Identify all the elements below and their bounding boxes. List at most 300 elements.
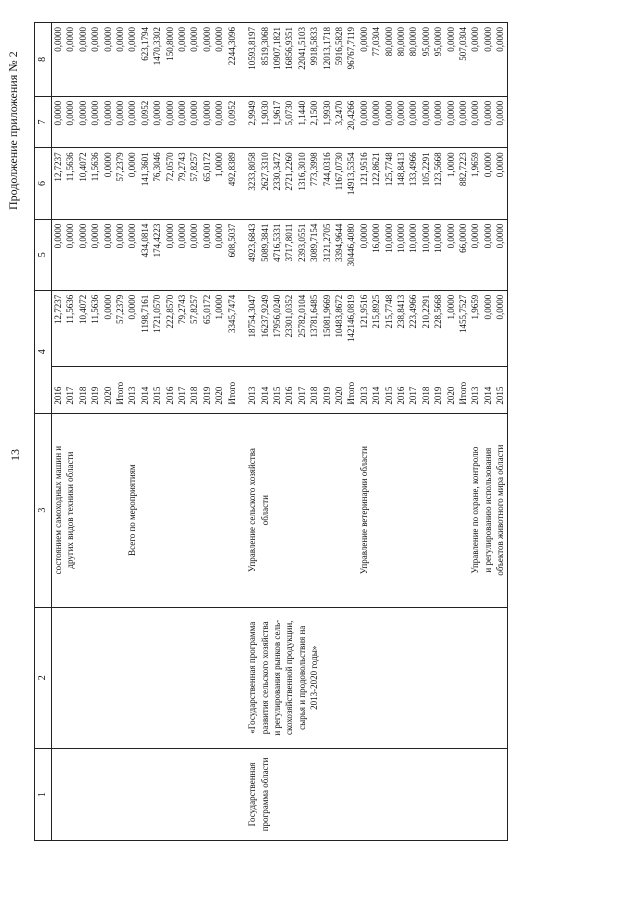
appendix-title: Продолжение приложения № 2 xyxy=(6,51,20,210)
extrabudgetary-cell: 0,0000 xyxy=(482,23,494,97)
year-cell: Итого xyxy=(226,366,238,413)
local-budget-cell: 0,0000 xyxy=(358,96,370,148)
local-budget-cell: 1,9930 xyxy=(321,96,333,148)
total-cell: 0,0000 xyxy=(482,290,494,366)
executor-cell xyxy=(238,413,246,607)
executor-cell xyxy=(445,413,457,607)
local-budget-cell: 1,9030 xyxy=(259,96,271,148)
total-cell: 142146,0819 xyxy=(345,290,357,366)
total-cell: 25782,0104 xyxy=(296,290,308,366)
regional-budget-cell: 65,0172 xyxy=(201,148,213,219)
table-row xyxy=(432,23,444,841)
year-cell: 2015 xyxy=(271,366,283,413)
year-cell: 2020 xyxy=(333,366,345,413)
year-cell: Итого xyxy=(114,366,126,413)
total-cell: 1198,7161 xyxy=(139,290,151,366)
total-cell: 10,4072 xyxy=(77,290,89,366)
table-body xyxy=(52,23,508,841)
regional-budget-cell: 1167,0730 xyxy=(333,148,345,219)
program-name-cell xyxy=(226,607,238,748)
extrabudgetary-cell: 80,0000 xyxy=(395,23,407,97)
total-cell: 222,8570 xyxy=(164,290,176,366)
regional-budget-cell: 57,2379 xyxy=(114,148,126,219)
federal-budget-cell: 0,0000 xyxy=(469,219,481,290)
extrabudgetary-cell: 0,0000 xyxy=(358,23,370,97)
program-cell xyxy=(494,748,507,840)
regional-budget-cell: 105,2291 xyxy=(420,148,432,219)
regional-budget-cell: 125,7748 xyxy=(383,148,395,219)
extrabudgetary-cell xyxy=(238,23,246,97)
table-row xyxy=(176,23,188,841)
total-cell: 1,9659 xyxy=(469,290,481,366)
spacer-row xyxy=(238,23,246,841)
executor-cell xyxy=(114,413,126,607)
program-cell xyxy=(358,748,370,840)
federal-budget-cell: 0,0000 xyxy=(494,219,507,290)
extrabudgetary-cell: 96767,7119 xyxy=(345,23,357,97)
extrabudgetary-cell: 507,0304 xyxy=(457,23,469,97)
program-cell xyxy=(89,748,101,840)
table-row xyxy=(151,23,163,841)
program-name-cell xyxy=(213,607,225,748)
program-cell xyxy=(64,748,76,840)
total-cell: 12,7237 xyxy=(52,290,65,366)
extrabudgetary-cell: 16856,9351 xyxy=(283,23,295,97)
executor-cell xyxy=(383,413,395,607)
program-cell xyxy=(308,748,320,840)
executor-cell xyxy=(226,413,238,607)
program-cell xyxy=(52,748,65,840)
year-cell: 2020 xyxy=(445,366,457,413)
executor-cell xyxy=(321,413,333,607)
program-cell xyxy=(114,748,126,840)
table-row xyxy=(126,23,138,841)
total-cell: 1,0000 xyxy=(213,290,225,366)
regional-budget-cell: 11,5636 xyxy=(89,148,101,219)
total-cell: 121,9516 xyxy=(358,290,370,366)
federal-budget-cell: 174,4223 xyxy=(151,219,163,290)
federal-budget-cell: 2393,0551 xyxy=(296,219,308,290)
total-cell: 0,0000 xyxy=(126,290,138,366)
executor-cell: области xyxy=(259,413,271,607)
regional-budget-cell: 1316,3010 xyxy=(296,148,308,219)
total-cell: 1721,0570 xyxy=(151,290,163,366)
column-header: 1 xyxy=(35,748,52,840)
table-row xyxy=(64,23,76,841)
year-cell: 2018 xyxy=(77,366,89,413)
extrabudgetary-cell: 22041,5103 xyxy=(296,23,308,97)
federal-budget-cell: 0,0000 xyxy=(213,219,225,290)
program-cell xyxy=(164,748,176,840)
program-name-cell xyxy=(321,607,333,748)
program-name-cell xyxy=(77,607,89,748)
program-cell xyxy=(126,748,138,840)
regional-budget-cell: 1,0000 xyxy=(213,148,225,219)
table-row xyxy=(383,23,395,841)
program-cell xyxy=(139,748,151,840)
executor-cell xyxy=(296,413,308,607)
regional-budget-cell: 121,9516 xyxy=(358,148,370,219)
regional-budget-cell: 11,5636 xyxy=(64,148,76,219)
local-budget-cell: 0,0000 xyxy=(201,96,213,148)
program-cell xyxy=(333,748,345,840)
regional-budget-cell: 744,0316 xyxy=(321,148,333,219)
year-cell: 2015 xyxy=(494,366,507,413)
executor-cell xyxy=(345,413,357,607)
federal-budget-cell: 10,0000 xyxy=(407,219,419,290)
extrabudgetary-cell: 2244,3096 xyxy=(226,23,238,97)
table-row xyxy=(246,23,258,841)
local-budget-cell: 0,0000 xyxy=(432,96,444,148)
table-row xyxy=(102,23,114,841)
extrabudgetary-cell: 0,0000 xyxy=(176,23,188,97)
year-cell: Итого xyxy=(345,366,357,413)
federal-budget-cell: 0,0000 xyxy=(64,219,76,290)
federal-budget-cell: 66,0000 xyxy=(457,219,469,290)
table-row xyxy=(407,23,419,841)
federal-budget-cell xyxy=(238,219,246,290)
regional-budget-cell: 2721,2260 xyxy=(283,148,295,219)
federal-budget-cell: 10,0000 xyxy=(432,219,444,290)
extrabudgetary-cell: 95,0000 xyxy=(420,23,432,97)
table-row xyxy=(271,23,283,841)
program-name-cell xyxy=(494,607,507,748)
federal-budget-cell: 0,0000 xyxy=(77,219,89,290)
total-cell: 16237,9249 xyxy=(259,290,271,366)
year-cell: 2016 xyxy=(164,366,176,413)
year-cell: 2014 xyxy=(370,366,382,413)
year-cell: 2014 xyxy=(139,366,151,413)
year-cell: 2015 xyxy=(383,366,395,413)
local-budget-cell: 0,0000 xyxy=(114,96,126,148)
executor-cell: Управление сельского хозяйства xyxy=(246,413,258,607)
federal-budget-cell: 16,0000 xyxy=(370,219,382,290)
program-name-cell xyxy=(238,607,246,748)
federal-budget-cell: 0,0000 xyxy=(164,219,176,290)
program-name-cell xyxy=(102,607,114,748)
local-budget-cell: 2,9949 xyxy=(246,96,258,148)
program-name-cell xyxy=(482,607,494,748)
extrabudgetary-cell: 80,0000 xyxy=(407,23,419,97)
regional-budget-cell: 79,2743 xyxy=(176,148,188,219)
year-cell: 2018 xyxy=(188,366,200,413)
federal-budget-cell: 3394,9644 xyxy=(333,219,345,290)
extrabudgetary-cell: 80,0000 xyxy=(383,23,395,97)
executor-cell xyxy=(213,413,225,607)
total-cell xyxy=(238,290,246,366)
program-name-cell: развития сельского хозяйства xyxy=(259,607,271,748)
regional-budget-cell: 122,8621 xyxy=(370,148,382,219)
total-cell: 18754,3047 xyxy=(246,290,258,366)
program-cell xyxy=(482,748,494,840)
program-name-cell xyxy=(52,607,65,748)
program-name-cell xyxy=(383,607,395,748)
table-row xyxy=(283,23,295,841)
local-budget-cell: 0,0000 xyxy=(395,96,407,148)
table-row xyxy=(482,23,494,841)
extrabudgetary-cell: 0,0000 xyxy=(213,23,225,97)
local-budget-cell: 0,0000 xyxy=(102,96,114,148)
program-cell xyxy=(469,748,481,840)
table-row xyxy=(201,23,213,841)
local-budget-cell: 0,0952 xyxy=(226,96,238,148)
program-name-cell xyxy=(188,607,200,748)
table-row xyxy=(139,23,151,841)
extrabudgetary-cell: 0,0000 xyxy=(89,23,101,97)
table-row xyxy=(296,23,308,841)
program-name-cell: скохозяйственной продукции, xyxy=(283,607,295,748)
year-cell: 2014 xyxy=(482,366,494,413)
executor-cell xyxy=(283,413,295,607)
year-cell: 2020 xyxy=(102,366,114,413)
column-header: 2 xyxy=(35,607,52,748)
extrabudgetary-cell: 0,0000 xyxy=(494,23,507,97)
local-budget-cell: 0,0952 xyxy=(139,96,151,148)
table-row xyxy=(370,23,382,841)
executor-cell xyxy=(151,413,163,607)
table-row xyxy=(395,23,407,841)
table-row xyxy=(321,23,333,841)
program-name-cell: «Государственная программа xyxy=(246,607,258,748)
table-row xyxy=(114,23,126,841)
federal-budget-cell: 0,0000 xyxy=(445,219,457,290)
local-budget-cell: 0,0000 xyxy=(482,96,494,148)
column-header: 8 xyxy=(35,23,52,97)
total-cell: 11,5636 xyxy=(64,290,76,366)
column-header: 4 xyxy=(35,290,52,413)
program-name-cell xyxy=(89,607,101,748)
federal-budget-cell: 0,0000 xyxy=(126,219,138,290)
executor-cell xyxy=(333,413,345,607)
table-row xyxy=(457,23,469,841)
regional-budget-cell: 148,8413 xyxy=(395,148,407,219)
total-cell: 223,4966 xyxy=(407,290,419,366)
executor-cell xyxy=(201,413,213,607)
local-budget-cell: 0,0000 xyxy=(89,96,101,148)
extrabudgetary-cell: 0,0000 xyxy=(126,23,138,97)
federal-budget-cell: 4716,5331 xyxy=(271,219,283,290)
executor-cell xyxy=(176,413,188,607)
regional-budget-cell: 72,0570 xyxy=(164,148,176,219)
program-name-cell xyxy=(114,607,126,748)
page-number: 13 xyxy=(8,449,22,461)
federal-budget-cell: 0,0000 xyxy=(201,219,213,290)
local-budget-cell: 20,4266 xyxy=(345,96,357,148)
regional-budget-cell: 0,0000 xyxy=(126,148,138,219)
executor-cell: Всего по мероприятиям xyxy=(126,413,138,607)
federal-budget-cell: 608,5037 xyxy=(226,219,238,290)
program-name-cell: сырья и продовольствия на xyxy=(296,607,308,748)
program-name-cell xyxy=(420,607,432,748)
program-cell xyxy=(271,748,283,840)
regional-budget-cell: 123,5668 xyxy=(432,148,444,219)
regional-budget-cell: 882,7223 xyxy=(457,148,469,219)
program-name-cell xyxy=(139,607,151,748)
executor-cell: объектов животного мира области xyxy=(494,413,507,607)
year-cell: 2018 xyxy=(420,366,432,413)
executor-cell: Управление по охране, контролю xyxy=(469,413,481,607)
total-cell: 215,8925 xyxy=(370,290,382,366)
year-cell: 2019 xyxy=(89,366,101,413)
federal-budget-cell: 0,0000 xyxy=(482,219,494,290)
table-row xyxy=(52,23,65,841)
budget-table xyxy=(34,22,508,841)
extrabudgetary-cell: 0,0000 xyxy=(188,23,200,97)
table-row xyxy=(77,23,89,841)
executor-cell xyxy=(89,413,101,607)
total-cell: 215,7748 xyxy=(383,290,395,366)
regional-budget-cell: 1,9659 xyxy=(469,148,481,219)
regional-budget-cell: 133,4966 xyxy=(407,148,419,219)
table-row xyxy=(259,23,271,841)
extrabudgetary-cell: 1470,3302 xyxy=(151,23,163,97)
year-cell: Итого xyxy=(457,366,469,413)
local-budget-cell xyxy=(238,96,246,148)
program-name-cell xyxy=(126,607,138,748)
executor-cell xyxy=(457,413,469,607)
local-budget-cell: 0,0000 xyxy=(213,96,225,148)
local-budget-cell: 0,0000 xyxy=(151,96,163,148)
executor-cell xyxy=(139,413,151,607)
local-budget-cell: 5,0730 xyxy=(283,96,295,148)
year-cell: 2019 xyxy=(321,366,333,413)
extrabudgetary-cell: 12013,1718 xyxy=(321,23,333,97)
column-header: 5 xyxy=(35,219,52,290)
total-cell: 10483,8672 xyxy=(333,290,345,366)
federal-budget-cell: 0,0000 xyxy=(358,219,370,290)
program-cell xyxy=(420,748,432,840)
year-cell: 2017 xyxy=(64,366,76,413)
local-budget-cell: 0,0000 xyxy=(445,96,457,148)
program-name-cell xyxy=(358,607,370,748)
local-budget-cell: 0,0000 xyxy=(457,96,469,148)
total-cell: 3345,7474 xyxy=(226,290,238,366)
executor-cell xyxy=(308,413,320,607)
executor-cell xyxy=(432,413,444,607)
program-name-cell: и регулирования рынков сель- xyxy=(271,607,283,748)
federal-budget-cell: 4923,6843 xyxy=(246,219,258,290)
total-cell: 23301,0352 xyxy=(283,290,295,366)
local-budget-cell: 0,0000 xyxy=(188,96,200,148)
total-cell: 0,0000 xyxy=(102,290,114,366)
table-row xyxy=(188,23,200,841)
program-cell xyxy=(432,748,444,840)
table-row xyxy=(469,23,481,841)
extrabudgetary-cell: 10593,8197 xyxy=(246,23,258,97)
executor-cell: и регулированию использования xyxy=(482,413,494,607)
program-name-cell xyxy=(370,607,382,748)
regional-budget-cell: 76,3046 xyxy=(151,148,163,219)
table-row xyxy=(420,23,432,841)
local-budget-cell: 0,0000 xyxy=(77,96,89,148)
program-cell xyxy=(457,748,469,840)
local-budget-cell: 1,1440 xyxy=(296,96,308,148)
table-row xyxy=(213,23,225,841)
federal-budget-cell: 3717,8011 xyxy=(283,219,295,290)
program-name-cell xyxy=(176,607,188,748)
program-cell xyxy=(383,748,395,840)
local-budget-cell: 0,0000 xyxy=(126,96,138,148)
program-name-cell xyxy=(432,607,444,748)
year-cell: 2017 xyxy=(176,366,188,413)
total-cell: 228,5668 xyxy=(432,290,444,366)
table-row xyxy=(345,23,357,841)
federal-budget-cell: 30446,4080 xyxy=(345,219,357,290)
program-cell xyxy=(201,748,213,840)
executor-cell xyxy=(271,413,283,607)
federal-budget-cell: 0,0000 xyxy=(188,219,200,290)
total-cell: 65,0172 xyxy=(201,290,213,366)
local-budget-cell: 0,0000 xyxy=(52,96,65,148)
total-cell: 11,5636 xyxy=(89,290,101,366)
federal-budget-cell: 0,0000 xyxy=(176,219,188,290)
local-budget-cell: 0,0000 xyxy=(420,96,432,148)
program-cell: Государственная xyxy=(246,748,258,840)
year-cell xyxy=(238,366,246,413)
program-cell xyxy=(395,748,407,840)
year-cell: 2013 xyxy=(246,366,258,413)
regional-budget-cell: 2330,3472 xyxy=(271,148,283,219)
program-name-cell xyxy=(164,607,176,748)
extrabudgetary-cell: 0,0000 xyxy=(445,23,457,97)
local-budget-cell: 0,0000 xyxy=(176,96,188,148)
year-cell: 2015 xyxy=(151,366,163,413)
table-row xyxy=(333,23,345,841)
year-cell: 2014 xyxy=(259,366,271,413)
regional-budget-cell: 141,3601 xyxy=(139,148,151,219)
local-budget-cell: 0,0000 xyxy=(469,96,481,148)
year-cell: 2013 xyxy=(126,366,138,413)
executor-cell: состоянием самоходных машин и xyxy=(52,413,65,607)
table-row xyxy=(89,23,101,841)
column-header: 6 xyxy=(35,148,52,219)
total-cell: 57,8257 xyxy=(188,290,200,366)
extrabudgetary-cell: 0,0000 xyxy=(102,23,114,97)
executor-cell xyxy=(395,413,407,607)
local-budget-cell: 0,0000 xyxy=(370,96,382,148)
total-cell: 0,0000 xyxy=(494,290,507,366)
program-cell xyxy=(151,748,163,840)
local-budget-cell: 0,0000 xyxy=(494,96,507,148)
regional-budget-cell: 773,3998 xyxy=(308,148,320,219)
program-name-cell xyxy=(469,607,481,748)
column-header: 3 xyxy=(35,413,52,607)
federal-budget-cell: 10,0000 xyxy=(383,219,395,290)
federal-budget-cell: 0,0000 xyxy=(114,219,126,290)
executor-cell xyxy=(164,413,176,607)
federal-budget-cell: 434,0814 xyxy=(139,219,151,290)
program-name-cell xyxy=(395,607,407,748)
program-name-cell xyxy=(333,607,345,748)
extrabudgetary-cell: 0,0000 xyxy=(77,23,89,97)
executor-cell xyxy=(77,413,89,607)
extrabudgetary-cell: 150,8000 xyxy=(164,23,176,97)
year-cell: 2019 xyxy=(201,366,213,413)
table-row xyxy=(164,23,176,841)
program-cell: программа области xyxy=(259,748,271,840)
program-name-cell: 2013-2020 годы» xyxy=(308,607,320,748)
program-name-cell xyxy=(457,607,469,748)
federal-budget-cell: 0,0000 xyxy=(102,219,114,290)
federal-budget-cell: 5089,3841 xyxy=(259,219,271,290)
local-budget-cell: 0,0000 xyxy=(383,96,395,148)
program-cell xyxy=(370,748,382,840)
local-budget-cell: 0,0000 xyxy=(64,96,76,148)
total-cell: 57,2379 xyxy=(114,290,126,366)
program-cell xyxy=(77,748,89,840)
extrabudgetary-cell: 0,0000 xyxy=(469,23,481,97)
regional-budget-cell: 0,0000 xyxy=(102,148,114,219)
